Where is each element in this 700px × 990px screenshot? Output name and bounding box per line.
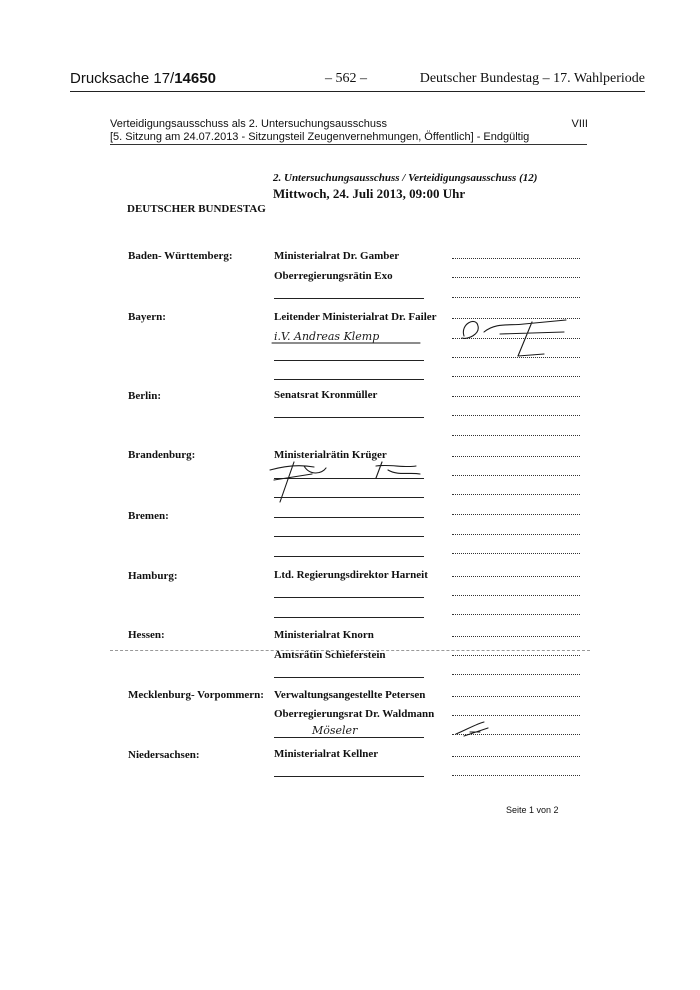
signature-line [274, 776, 424, 777]
signature-dots [452, 475, 580, 476]
state-label-be: Berlin: [128, 390, 161, 402]
signature-dots [452, 494, 580, 495]
subheader-rule [110, 144, 587, 145]
signature-line [274, 617, 424, 618]
signature-dots [452, 595, 580, 596]
handwritten-signature [278, 721, 418, 739]
attendee-name: Ltd. Regierungsdirektor Harneit [274, 569, 428, 581]
signature-dots [452, 514, 580, 515]
attendee-name: Senatsrat Kronmüller [274, 389, 378, 401]
committee-date: Mittwoch, 24. Juli 2013, 09:00 Uhr [273, 186, 466, 201]
signature-dots [452, 435, 580, 436]
signature-dots [452, 674, 580, 675]
signature-dots [452, 297, 580, 298]
signature-dots [452, 553, 580, 554]
signature-dots [452, 696, 580, 697]
attendee-name: Ministerialrat Knorn [274, 629, 374, 641]
signature-dots [452, 415, 580, 416]
signature-dots [452, 258, 580, 259]
attendee-name: Oberregierungsrätin Exo [274, 270, 393, 282]
signature-dots [452, 775, 580, 776]
bundestag-heading: DEUTSCHER BUNDESTAG [127, 203, 266, 215]
svg-text:Möseler: Möseler [312, 724, 358, 737]
attendee-name: Oberregierungsrat Dr. Waldmann [274, 708, 435, 720]
signature-dots [452, 715, 580, 716]
fold-line [110, 650, 590, 651]
committee-title: 2. Untersuchungsausschuss / Verteidigungsausschuss (12) [273, 172, 538, 184]
attendee-name: Ministerialrat Dr. Gamber [274, 250, 400, 262]
signature-scribble [264, 458, 429, 506]
handwritten-signature [270, 322, 430, 348]
state-label-bb: Brandenburg: [128, 449, 196, 461]
signature-line [274, 536, 424, 537]
state-label-by: Bayern: [128, 311, 166, 323]
signature-line [274, 298, 424, 299]
signature-line [274, 597, 424, 598]
signature-dots [452, 636, 580, 637]
state-label-ni: Niedersachsen: [128, 749, 200, 761]
signature-line [274, 379, 424, 380]
signature-scribble [450, 718, 500, 740]
attendee-name: Verwaltungsangestellte Petersen [274, 689, 426, 701]
state-label-he: Hessen: [128, 629, 165, 641]
signature-dots [452, 534, 580, 535]
attendee-name: Amtsrätin Schieferstein [274, 649, 386, 661]
subheader-line2: [5. Sitzung am 24.07.2013 - Sitzungsteil Zeugenvernehmungen, Öffentlich] - Endgültig [110, 131, 530, 143]
signature-line [274, 556, 424, 557]
signature-dots [452, 456, 580, 457]
attendee-name: Ministerialrätin Krüger [274, 449, 387, 461]
signature-dots [452, 396, 580, 397]
signature-dots [452, 614, 580, 615]
state-label-bw: Baden- Württemberg: [128, 250, 233, 262]
attendee-name: Leitender Ministerialrat Dr. Failer [274, 311, 437, 323]
signature-line [274, 360, 424, 361]
state-label-hb: Bremen: [128, 510, 169, 522]
subheader-line1: Verteidigungsausschuss als 2. Untersuchungsausschuss [110, 118, 387, 130]
subheader-roman: VIII [571, 118, 588, 130]
doc-number: Drucksache 17/14650 [70, 70, 216, 87]
attendee-name: Ministerialrat Kellner [274, 748, 379, 760]
header-publisher: Deutscher Bundestag – 17. Wahlperiode [419, 71, 645, 86]
svg-text:i.V. Andreas Klemp: i.V. Andreas Klemp [274, 330, 380, 343]
signature-scribble [448, 312, 583, 360]
signature-dots [452, 277, 580, 278]
signature-dots [452, 655, 580, 656]
page-number: – 562 – [325, 71, 367, 86]
signature-line [274, 677, 424, 678]
signature-line [274, 517, 424, 518]
signature-line [274, 417, 424, 418]
state-label-mv: Mecklenburg- Vorpommern: [128, 689, 264, 701]
signature-dots [452, 756, 580, 757]
signature-dots [452, 576, 580, 577]
state-label-hh: Hamburg: [128, 570, 178, 582]
header-rule [70, 91, 645, 92]
page-footer: Seite 1 von 2 [506, 805, 559, 815]
signature-dots [452, 376, 580, 377]
